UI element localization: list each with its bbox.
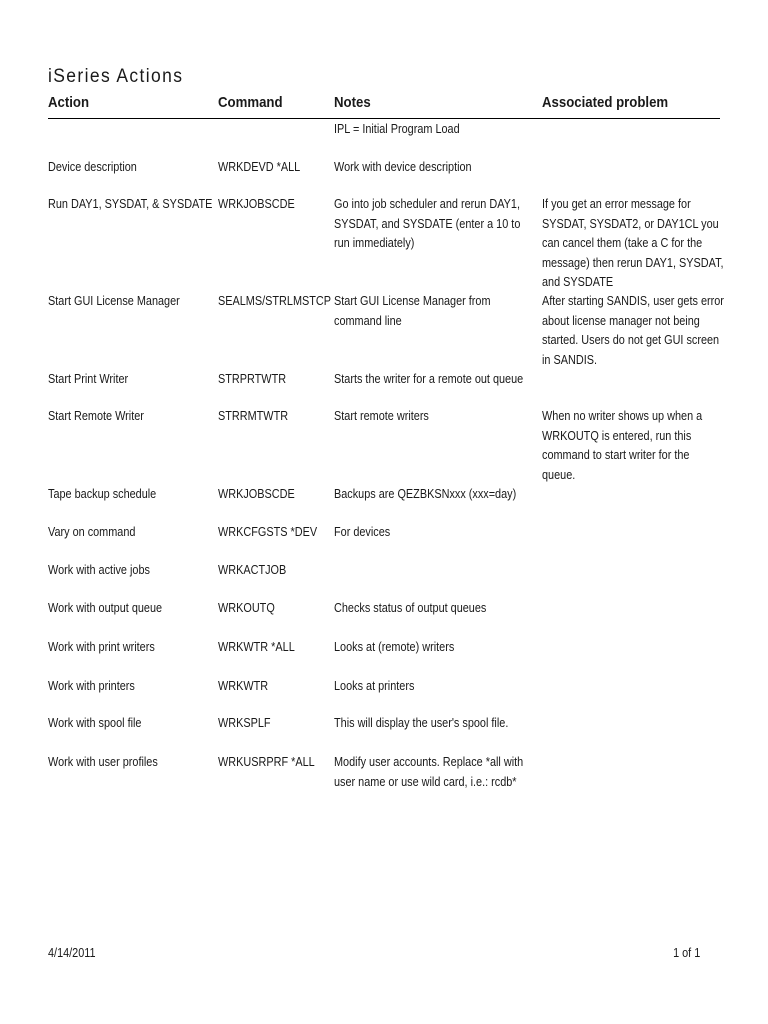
notes-cell: Start remote writers: [334, 409, 429, 423]
action-cell: Tape backup schedule: [48, 487, 157, 501]
page-title: iSeries Actions: [48, 66, 184, 87]
footer-page-number: 1 of 1: [672, 946, 700, 960]
command-cell: WRKJOBSCDE: [218, 197, 295, 211]
command-cell: WRKDEVD *ALL: [218, 160, 301, 174]
action-cell: Work with printers: [48, 679, 135, 693]
header-action: Action: [48, 94, 90, 111]
notes-cell: For devices: [334, 525, 391, 539]
action-cell: Start Print Writer: [48, 372, 129, 386]
notes-cell: Looks at printers: [334, 679, 415, 693]
command-cell: STRPRTWTR: [218, 372, 287, 386]
action-cell: Start Remote Writer: [48, 409, 144, 423]
notes-cell: IPL = Initial Program Load: [334, 122, 460, 136]
command-cell: SEALMS/STRLMSTCP: [218, 294, 332, 308]
command-cell: WRKJOBSCDE: [218, 487, 295, 501]
notes-cell: Checks status of output queues: [334, 601, 487, 615]
action-cell: Work with spool file: [48, 716, 142, 730]
problem-cell: After starting SANDIS, user gets error about license manager not being started. Users do not get GUI screen in SANDIS.: [542, 294, 724, 367]
action-cell: Device description: [48, 160, 137, 174]
command-cell: STRRMTWTR: [218, 409, 289, 423]
notes-cell: Modify user accounts. Replace *all with user name or use wild card, i.e.: rcdb*: [334, 755, 524, 789]
action-cell: Work with user profiles: [48, 755, 158, 769]
notes-cell: Backups are QEZBKSNxxx (xxx=day): [334, 487, 517, 501]
action-cell: Run DAY1, SYSDAT, & SYSDATE: [48, 197, 213, 211]
notes-cell: This will display the user's spool file.: [334, 716, 509, 730]
header-associated-problem: Associated problem: [542, 94, 669, 111]
header-command: Command: [218, 94, 283, 111]
action-cell: Work with print writers: [48, 640, 155, 654]
action-cell: Vary on command: [48, 525, 136, 539]
action-cell: Start GUI License Manager: [48, 294, 180, 308]
header-notes: Notes: [334, 94, 371, 111]
command-cell: WRKUSRPRF *ALL: [218, 755, 315, 769]
action-cell: Work with output queue: [48, 601, 163, 615]
command-cell: WRKWTR: [218, 679, 269, 693]
command-cell: WRKACTJOB: [218, 563, 287, 577]
problem-cell: When no writer shows up when a WRKOUTQ is entered, run this command to start writer for the queue.: [542, 409, 703, 482]
command-cell: WRKWTR *ALL: [218, 640, 295, 654]
action-cell: Work with active jobs: [48, 563, 150, 577]
notes-cell: Start GUI License Manager from command line: [334, 294, 491, 328]
command-cell: WRKOUTQ: [218, 601, 275, 615]
notes-cell: Work with device description: [334, 160, 472, 174]
problem-cell: If you get an error message for SYSDAT, SYSDAT2, or DAY1CL you can cancel them (take a C for the message) then rerun DAY1, SYSDAT, and SYSDATE: [542, 197, 724, 289]
footer-date: 4/14/2011: [48, 946, 96, 960]
command-cell: WRKSPLF: [218, 716, 271, 730]
notes-cell: Looks at (remote) writers: [334, 640, 455, 654]
command-cell: WRKCFGSTS *DEV: [218, 525, 318, 539]
notes-cell: Go into job scheduler and rerun DAY1, SYSDAT, and SYSDATE (enter a 10 to run immediately): [334, 197, 521, 250]
table-header: [48, 94, 720, 119]
notes-cell: Starts the writer for a remote out queue: [334, 372, 524, 386]
